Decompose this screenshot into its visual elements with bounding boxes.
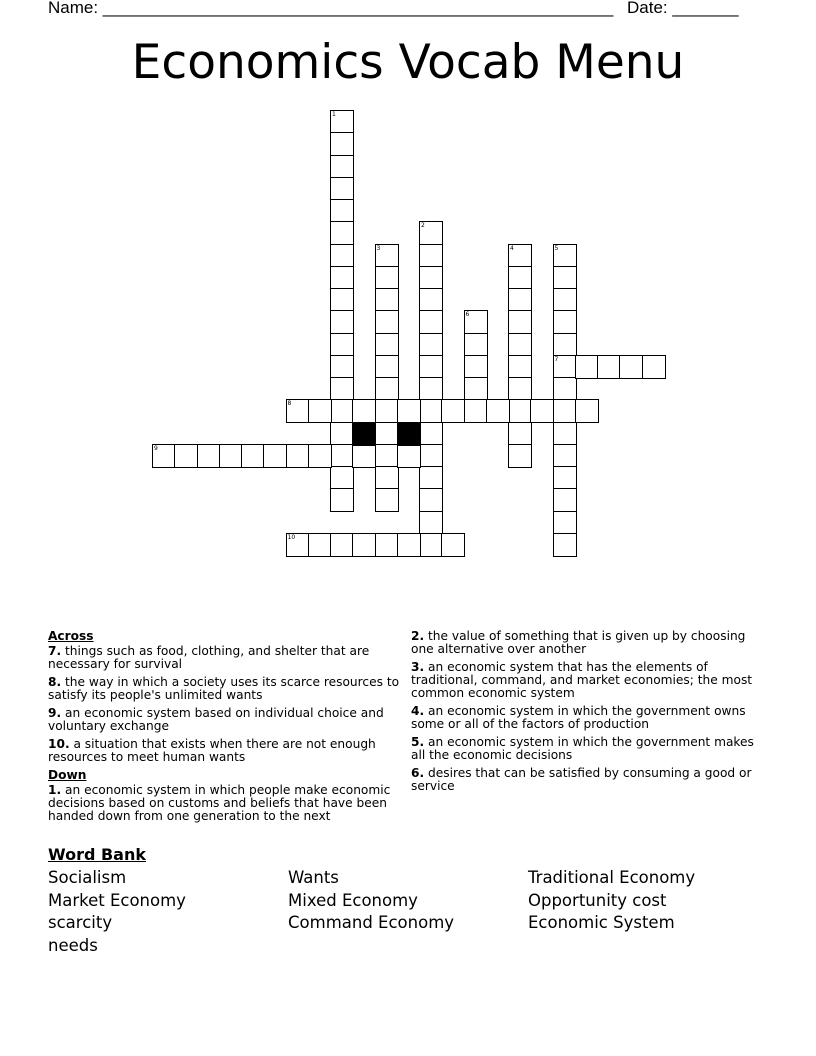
crossword-cell[interactable] bbox=[419, 355, 443, 379]
crossword-cell[interactable] bbox=[375, 310, 399, 334]
clue-text: an economic system in which the government owns some or all of the factors of production bbox=[411, 704, 746, 731]
crossword-cell[interactable] bbox=[553, 377, 577, 401]
crossword-cell[interactable] bbox=[330, 488, 354, 512]
crossword-cell[interactable] bbox=[308, 444, 332, 468]
crossword-cell[interactable] bbox=[286, 399, 310, 423]
crossword-cell[interactable] bbox=[375, 399, 399, 423]
crossword-clue-number: 6 bbox=[465, 311, 470, 319]
crossword-cell[interactable] bbox=[508, 355, 532, 379]
date-field: Date: _______ bbox=[627, 0, 739, 17]
crossword-clue-number: 2 bbox=[421, 222, 425, 230]
crossword-cell[interactable] bbox=[308, 533, 332, 557]
crossword-cell[interactable] bbox=[152, 444, 176, 468]
crossword-cell[interactable] bbox=[508, 333, 532, 357]
clue-number: 9. bbox=[48, 706, 62, 720]
crossword-cell[interactable] bbox=[553, 244, 577, 268]
crossword-cell[interactable] bbox=[619, 355, 643, 379]
across-heading: Across bbox=[48, 629, 94, 643]
crossword-cell[interactable] bbox=[375, 466, 399, 490]
crossword-cell[interactable] bbox=[419, 266, 443, 290]
crossword-cell[interactable] bbox=[330, 466, 354, 490]
word-bank-column-3 bbox=[528, 867, 695, 935]
crossword-cell[interactable] bbox=[575, 399, 599, 423]
crossword-cell[interactable] bbox=[330, 199, 354, 223]
clue-down-2 bbox=[411, 630, 767, 656]
clue-text: an economic system in which the government makes all the economic decisions bbox=[411, 735, 754, 762]
crossword-cell[interactable] bbox=[330, 110, 354, 134]
clue-text: an economic system based on individual choice and voluntary exchange bbox=[48, 706, 384, 733]
crossword-clue-number: 4 bbox=[510, 244, 514, 252]
clues-left-column bbox=[48, 628, 408, 828]
crossword-cell[interactable] bbox=[375, 422, 399, 446]
crossword-cell[interactable] bbox=[330, 266, 354, 290]
clue-across-7 bbox=[48, 645, 408, 671]
crossword-cell[interactable] bbox=[553, 488, 577, 512]
crossword-cell[interactable] bbox=[597, 355, 621, 379]
crossword-cell[interactable] bbox=[330, 177, 354, 201]
crossword-clue-number: 5 bbox=[554, 244, 559, 252]
word-bank-item: Market Economy bbox=[48, 890, 186, 910]
crossword-cell[interactable] bbox=[419, 221, 443, 245]
crossword-clue-number: 10 bbox=[287, 533, 296, 541]
crossword-cell[interactable] bbox=[419, 399, 443, 423]
crossword-cell[interactable] bbox=[397, 399, 421, 423]
clue-text: the value of something that is given up by choosing one alternative over another bbox=[411, 629, 746, 656]
crossword-cell[interactable] bbox=[397, 533, 421, 557]
crossword-cell[interactable] bbox=[508, 399, 532, 423]
crossword-clue-number: 8 bbox=[287, 400, 292, 408]
crossword-cell[interactable] bbox=[508, 422, 532, 446]
word-bank-item: scarcity bbox=[48, 913, 113, 933]
clue-text: a situation that exists when there are not enough resources to meet human wants bbox=[48, 737, 376, 764]
crossword-cell[interactable] bbox=[419, 488, 443, 512]
crossword-cell[interactable] bbox=[352, 533, 376, 557]
crossword-cell[interactable] bbox=[330, 333, 354, 357]
crossword-cell[interactable] bbox=[419, 444, 443, 468]
crossword-cell[interactable] bbox=[464, 333, 488, 357]
word-bank-item: Opportunity cost bbox=[528, 890, 667, 910]
crossword-cell[interactable] bbox=[553, 444, 577, 468]
page-title: Economics Vocab Menu bbox=[131, 35, 685, 90]
crossword-cell[interactable] bbox=[419, 310, 443, 334]
clue-text: an economic system that has the elements of traditional, command, and market economies; the most common economic system bbox=[411, 660, 753, 700]
crossword-cell[interactable] bbox=[530, 399, 554, 423]
crossword-clue-number: 1 bbox=[332, 111, 336, 118]
crossword-cell[interactable] bbox=[330, 288, 354, 312]
clues-right-column bbox=[411, 630, 767, 798]
crossword-cell[interactable] bbox=[330, 155, 354, 179]
crossword-cell[interactable] bbox=[419, 244, 443, 268]
clue-text: desires that can be satisfied by consuming a good or service bbox=[411, 766, 752, 793]
clue-number: 7. bbox=[48, 644, 62, 658]
word-bank-item: Wants bbox=[288, 868, 339, 887]
clue-down-1 bbox=[48, 784, 408, 823]
clue-down-3 bbox=[411, 661, 767, 700]
crossword-cell[interactable] bbox=[197, 444, 221, 468]
crossword-cell[interactable] bbox=[375, 377, 399, 401]
crossword-cell[interactable] bbox=[508, 266, 532, 290]
crossword-cell[interactable] bbox=[241, 444, 265, 468]
name-field: Name: ______________________________________________________ bbox=[48, 0, 614, 17]
crossword-clue-number: 7 bbox=[554, 355, 559, 363]
crossword-cell[interactable] bbox=[263, 444, 287, 468]
clue-across-10 bbox=[48, 738, 408, 764]
crossword-cell[interactable] bbox=[441, 533, 465, 557]
crossword-cell[interactable] bbox=[375, 444, 399, 468]
crossword-cell[interactable] bbox=[464, 355, 488, 379]
crossword-cell[interactable] bbox=[375, 288, 399, 312]
crossword-cell[interactable] bbox=[553, 533, 577, 557]
word-bank-item: Command Economy bbox=[288, 913, 455, 933]
crossword-cell[interactable] bbox=[419, 377, 443, 401]
crossword-cell[interactable] bbox=[642, 355, 666, 379]
clue-across-9 bbox=[48, 707, 408, 733]
clue-down-5 bbox=[411, 736, 767, 762]
crossword-cell[interactable] bbox=[553, 466, 577, 490]
crossword-cell[interactable] bbox=[330, 533, 354, 557]
clue-down-4 bbox=[411, 705, 767, 731]
clue-number: 8. bbox=[48, 675, 62, 689]
clue-number: 1. bbox=[48, 783, 62, 797]
crossword-cell[interactable] bbox=[553, 399, 577, 423]
crossword-clue-number: 3 bbox=[376, 244, 381, 252]
crossword-cell[interactable] bbox=[553, 355, 577, 379]
crossword-cell[interactable] bbox=[330, 377, 354, 401]
word-bank-item: Socialism bbox=[48, 868, 127, 887]
crossword-cell[interactable] bbox=[508, 377, 532, 401]
word-bank-item: Economic System bbox=[528, 913, 675, 933]
crossword-cell[interactable] bbox=[419, 422, 443, 446]
crossword-cell[interactable] bbox=[352, 399, 376, 423]
clue-number: 2. bbox=[411, 629, 425, 643]
crossword-cell[interactable] bbox=[330, 422, 354, 446]
crossword-cell[interactable] bbox=[174, 444, 198, 468]
crossword-cell[interactable] bbox=[375, 244, 399, 268]
crossword-cell[interactable] bbox=[330, 244, 354, 268]
crossword-cell[interactable] bbox=[553, 422, 577, 446]
crossword-cell[interactable] bbox=[330, 221, 354, 245]
crossword-cell[interactable] bbox=[308, 399, 332, 423]
crossword-cell[interactable] bbox=[375, 266, 399, 290]
crossword-cell[interactable] bbox=[464, 377, 488, 401]
clue-text: the way in which a society uses its scarce resources to satisfy its people's unlimited wants bbox=[48, 675, 400, 702]
down-heading: Down bbox=[48, 768, 87, 782]
crossword-cell[interactable] bbox=[508, 244, 532, 268]
crossword-cell[interactable] bbox=[330, 399, 354, 423]
crossword-cell[interactable] bbox=[352, 444, 376, 468]
clue-number: 10. bbox=[48, 737, 70, 751]
crossword-cell[interactable] bbox=[553, 310, 577, 334]
crossword-cell[interactable] bbox=[419, 333, 443, 357]
crossword-cell[interactable] bbox=[441, 399, 465, 423]
crossword-black-cell bbox=[352, 422, 376, 446]
clue-text: things such as food, clothing, and shelter that are necessary for survival bbox=[48, 644, 370, 671]
clue-number: 5. bbox=[411, 735, 425, 749]
word-bank-title: Word Bank bbox=[48, 845, 147, 864]
crossword-cell[interactable] bbox=[286, 533, 310, 557]
crossword-cell[interactable] bbox=[330, 132, 354, 156]
crossword-black-cell bbox=[397, 422, 421, 446]
crossword-cell[interactable] bbox=[219, 444, 243, 468]
crossword-cell[interactable] bbox=[375, 533, 399, 557]
crossword-cell[interactable] bbox=[486, 399, 510, 423]
crossword-cell[interactable] bbox=[553, 333, 577, 357]
crossword-cell[interactable] bbox=[397, 444, 421, 468]
crossword-cell[interactable] bbox=[553, 288, 577, 312]
crossword-cell[interactable] bbox=[419, 288, 443, 312]
crossword-cell[interactable] bbox=[375, 488, 399, 512]
crossword-cell[interactable] bbox=[419, 533, 443, 557]
clue-across-8 bbox=[48, 676, 408, 702]
crossword-cell[interactable] bbox=[286, 444, 310, 468]
crossword-cell[interactable] bbox=[419, 511, 443, 535]
clue-number: 6. bbox=[411, 766, 425, 780]
word-bank-item: needs bbox=[48, 936, 98, 956]
clue-number: 3. bbox=[411, 660, 425, 674]
crossword-cell[interactable] bbox=[464, 310, 488, 334]
crossword-cell[interactable] bbox=[553, 266, 577, 290]
crossword-cell[interactable] bbox=[553, 511, 577, 535]
crossword-cell[interactable] bbox=[419, 466, 443, 490]
word-bank-item: Traditional Economy bbox=[528, 868, 696, 887]
crossword-cell[interactable] bbox=[330, 444, 354, 468]
crossword-cell[interactable] bbox=[375, 333, 399, 357]
crossword-cell[interactable] bbox=[575, 355, 599, 379]
crossword-cell[interactable] bbox=[330, 355, 354, 379]
crossword-cell[interactable] bbox=[464, 399, 488, 423]
clue-text: an economic system in which people make economic decisions based on customs and beliefs that have been handed down from one generation to the next bbox=[48, 783, 391, 823]
word-bank-column-1 bbox=[48, 867, 186, 958]
crossword-cell[interactable] bbox=[508, 288, 532, 312]
crossword-cell[interactable] bbox=[508, 310, 532, 334]
crossword-cell[interactable] bbox=[375, 355, 399, 379]
clue-number: 4. bbox=[411, 704, 425, 718]
crossword-cell[interactable] bbox=[508, 444, 532, 468]
word-bank-item: Mixed Economy bbox=[288, 890, 418, 910]
word-bank-column-2 bbox=[288, 867, 454, 935]
crossword-cell[interactable] bbox=[330, 310, 354, 334]
crossword-clue-number: 9 bbox=[154, 444, 158, 452]
clue-down-6 bbox=[411, 767, 767, 793]
